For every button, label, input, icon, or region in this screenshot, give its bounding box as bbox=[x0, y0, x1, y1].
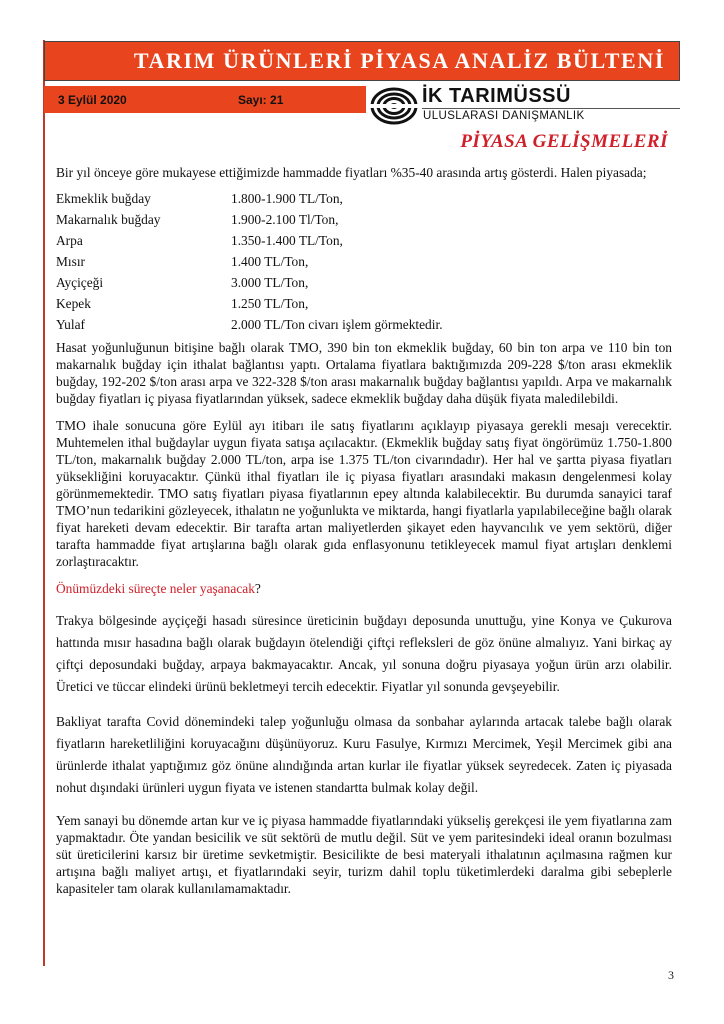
outlook-subheading-mark: ? bbox=[254, 581, 261, 596]
logo-divider bbox=[422, 108, 680, 109]
page-number: 3 bbox=[668, 968, 674, 982]
wheat-ring-logo-icon bbox=[370, 86, 418, 126]
date-issue-bar bbox=[44, 86, 366, 113]
product-price: 1.800-1.900 TL/Ton, bbox=[231, 191, 343, 206]
price-row bbox=[56, 295, 443, 316]
product-price: 1.350-1.400 TL/Ton, bbox=[231, 233, 343, 248]
tmo-tender-paragraph: TMO ihale sonucuna göre Eylül ayı itibarı ile satış fiyatlarını açıklayıp piyasaya gerekli mesajı verecektir. Muhtemelen ithal buğdaylar uygun fiyata satışa açılacaktır. (Ekmeklik buğday satış fiyat öngörümüz 1.750-1.800 TL/ton, makarnalık buğday 2.000 TL/ton, arpa ise 1.375 TL/ton civarındadır). Her hal ve şartta piyasa fiyatları yüksekliğini koruyacaktır. Çünkü ithal fiyatları ile iç piyasa fiyatları arasındaki makasın dengelenmesi kolay görünmemektedir. TMO satış fiyatları piyasa fiyatlarının epey altında kalabilecektir. Bu durumda sanayici taraf TMO’nun tedarikini gözleyecek, ithalatın ne yoğunlukta ve miktarda, hangi fiyatlarla yapılabileceğine bağlı olarak fiyat hareketi devam edecektir. Bir tarafta artan maliyetlerden şikayet eden hayvancılık ve yem sektörü, diğer tarafta hammadde fiyat artışlarına bağlı olarak gıda enflasyonunu tetikleyecek mamul fiyat artışları denklemi zorlaştıracaktır. bbox=[56, 418, 672, 569]
product-price: 1.250 TL/Ton, bbox=[231, 296, 309, 311]
price-row bbox=[56, 211, 443, 232]
product-price: 3.000 TL/Ton, bbox=[231, 275, 309, 290]
product-name: Mısır bbox=[56, 254, 86, 269]
feed-industry-paragraph: Yem sanayi bu dönemde artan kur ve iç piyasa hammadde fiyatlarındaki yükseliş gerekçesi ile yem fiyatlarına zam yapmaktadır. Öte yandan besicilik ve süt sektörü de mutlu değil. Süt ve yem paritesindeki ideal oranın bozulması süt üreticilerini karsız bir üretime sevketmiştir. Besicilikte de besi materyali ithalatının açılmasına rağmen kur artışına bağlı maliyet artışı, et fiyatlarındaki seyir, turizm dahil toplu tüketimlerdeki daralma gibi sebeplerle kapasiteler tam olarak kullanılamamaktadır. bbox=[56, 813, 672, 896]
bulletin-date: 3 Eylül 2020 bbox=[58, 93, 127, 107]
outlook-subheading-text: Önümüzdeki süreçte neler yaşanacak bbox=[56, 581, 255, 596]
product-name: Kepek bbox=[56, 296, 91, 311]
product-name: Ayçiçeği bbox=[56, 275, 104, 290]
product-name: Makarnalık buğday bbox=[56, 212, 161, 227]
issue-number: Sayı: 21 bbox=[238, 93, 284, 107]
section-title: PİYASA GELİŞMELERİ bbox=[460, 131, 668, 152]
price-row bbox=[56, 253, 443, 274]
trakya-paragraph: Trakya bölgesinde ayçiçeği hasadı süresince üreticinin buğdayı deposunda unuttuğu, yine Konya ve Çukurova hattında mısır hasadına bağlı olarak buğdayın ötelendiği çiftçi refleksleri de göz önüne almalıyız. Yani birkaç ay çiftçi deposundaki buğday, arpaya bakmayacaktır. Ancak, yıl sonuna doğru piyasaya yoğun ürün arzı olabilir. Üretici ve tüccar elindeki ürünü bekletmeyi tercih edecektir. Fiyatlar yıl sonunda gevşeyebilir. bbox=[56, 613, 672, 694]
logo-brand-name: İK TARIMÜSSÜ bbox=[422, 85, 571, 107]
price-row bbox=[56, 190, 443, 211]
logo-subtitle: ULUSLARASI DANIŞMANLIK bbox=[423, 110, 585, 122]
company-logo bbox=[370, 86, 682, 126]
tmo-import-paragraph: Hasat yoğunluğunun bitişine bağlı olarak TMO, 390 bin ton ekmeklik buğday, 60 bin ton arpa ve 110 bin ton makarnalık buğday için ithalat bağlantısı yaptı. Ortalama fiyatlara baktığımızda 209-228 $/ton arası ekmeklik buğday, 192-202 $/ton arası arpa ve 322-328 $/ton arası makarnalık buğday bağlantısı yapıldı. Arpa ve makarnalık buğday fiyatları iç piyasa fiyatlarından yüksek, sadece ekmeklik buğday daha düşük fiyata maledilebildi. bbox=[56, 340, 672, 406]
left-margin-rule bbox=[43, 40, 45, 966]
legumes-paragraph: Bakliyat tarafta Covid dönemindeki talep yoğunluğu olmasa da sonbahar aylarında artacak talebe bağlı olarak fiyatların hareketliliğini koruyacağını düşünüyoruz. Kuru Fasulye, Kırmızı Mercimek, Yeşil Mercimek gibi ana ürünlerde ithalat yaptığımız göz önüne alındığında artan kurlar ile fiyatlar yüksek seyredecek. Zaten iç piyasada nohut dışındaki ürünleri uygun fiyata ve istenen standartta bulmak kolay değil. bbox=[56, 714, 672, 795]
price-row bbox=[56, 232, 443, 253]
header-banner bbox=[44, 41, 680, 81]
product-name: Ekmeklik buğday bbox=[56, 191, 151, 206]
bulletin-title: TARIM ÜRÜNLERİ PİYASA ANALİZ BÜLTENİ bbox=[133, 48, 665, 73]
product-name: Arpa bbox=[56, 233, 83, 248]
product-price: 1.900-2.100 Tl/Ton, bbox=[231, 212, 339, 227]
intro-paragraph: Bir yıl önceye göre mukayese ettiğimizde hammadde fiyatları %35-40 arasında artış gösterdi. Halen piyasada; bbox=[56, 165, 647, 180]
price-row bbox=[56, 316, 443, 337]
article-body bbox=[56, 164, 672, 897]
price-list bbox=[56, 190, 443, 337]
price-row bbox=[56, 274, 443, 295]
product-price: 2.000 TL/Ton civarı işlem görmektedir. bbox=[231, 317, 443, 332]
outlook-subheading bbox=[56, 580, 672, 597]
product-price: 1.400 TL/Ton, bbox=[231, 254, 309, 269]
product-name: Yulaf bbox=[56, 317, 86, 332]
